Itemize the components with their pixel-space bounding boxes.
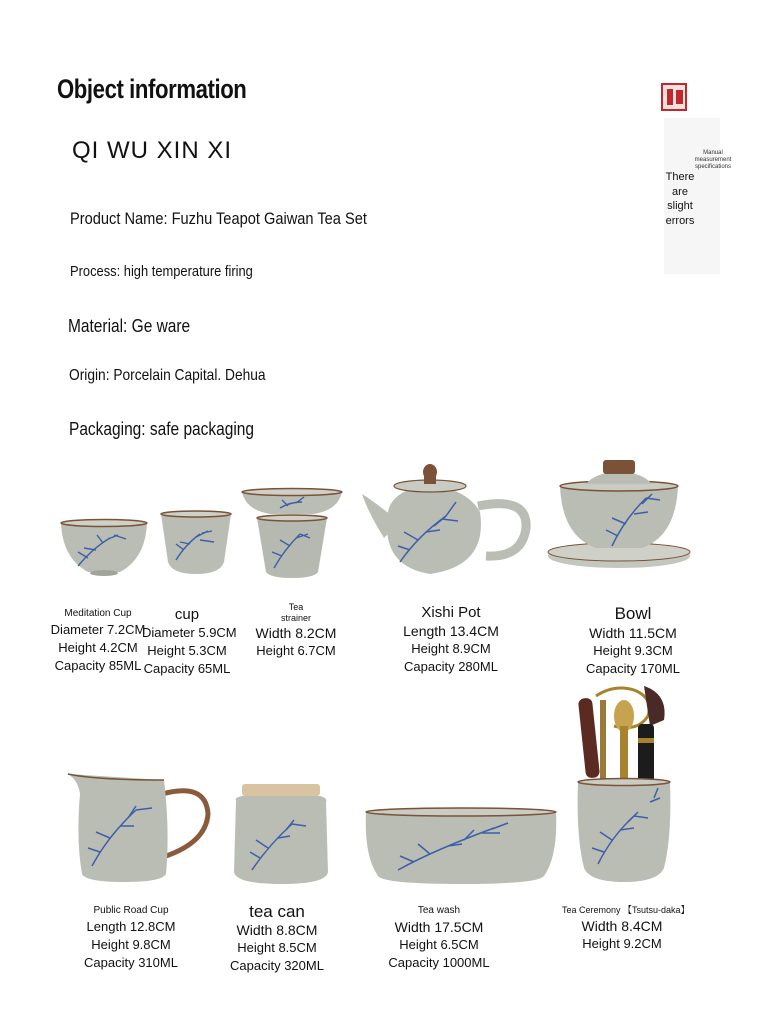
item-spec: Capacity 65ML bbox=[143, 661, 231, 676]
item-tea-ceremony bbox=[562, 903, 690, 953]
item-spec: Height 6.7CM bbox=[256, 643, 336, 658]
meditation-cup-image bbox=[58, 518, 150, 578]
item-spec: Diameter 7.2CM bbox=[50, 622, 146, 637]
material-info: Material: Ge ware bbox=[68, 316, 191, 336]
item-spec: Width 8.4CM bbox=[581, 918, 663, 934]
item-spec: Height 9.3CM bbox=[593, 643, 673, 658]
item-spec: Diameter 5.9CM bbox=[142, 625, 237, 640]
item-spec: Capacity 170ML bbox=[586, 661, 680, 676]
item-spec: Length 13.4CM bbox=[403, 623, 499, 639]
item-spec: Capacity 310ML bbox=[84, 955, 178, 970]
measurement-note-small: Manual measurement specifications bbox=[694, 150, 732, 170]
item-spec: Width 8.8CM bbox=[236, 922, 318, 938]
item-name: cup bbox=[174, 606, 200, 623]
item-spec: Capacity 85ML bbox=[54, 658, 142, 673]
tea-strainer-image bbox=[240, 488, 344, 580]
item-spec: Width 17.5CM bbox=[394, 919, 484, 935]
item-meditation-cup bbox=[48, 607, 148, 675]
item-name: tea can bbox=[249, 902, 305, 921]
item-spec: Width 8.2CM bbox=[255, 625, 337, 641]
page-subtitle: QI WU XIN XI bbox=[72, 137, 233, 164]
item-bowl bbox=[578, 604, 688, 678]
item-spec: Capacity 1000ML bbox=[388, 955, 490, 970]
item-spec: Height 8.5CM bbox=[237, 940, 317, 955]
cup-image bbox=[160, 510, 232, 578]
note-line: are bbox=[672, 185, 688, 198]
item-spec: Height 8.9CM bbox=[411, 641, 491, 656]
item-tea-can bbox=[222, 903, 332, 975]
item-spec: Width 11.5CM bbox=[589, 625, 677, 641]
item-public-road-cup bbox=[76, 904, 186, 972]
note-line: slight bbox=[667, 200, 693, 212]
item-tea-strainer bbox=[246, 602, 346, 660]
packaging-info: Packaging: safe packaging bbox=[69, 419, 255, 439]
page-title: Object information bbox=[57, 74, 247, 104]
public-road-cup-image bbox=[66, 770, 212, 884]
item-spec: Capacity 280ML bbox=[404, 659, 498, 674]
item-tea-wash bbox=[384, 904, 494, 972]
origin-info: Origin: Porcelain Capital. Dehua bbox=[69, 367, 266, 384]
tea-wash-image bbox=[364, 806, 558, 886]
item-name: Xishi Pot bbox=[421, 604, 481, 621]
bowl-image bbox=[546, 458, 692, 576]
item-name: Meditation Cup bbox=[64, 608, 132, 619]
red-seal-stamp-icon bbox=[661, 83, 687, 111]
item-name: Tea bbox=[288, 602, 304, 612]
item-name: strainer bbox=[280, 613, 311, 623]
item-xishi-pot bbox=[396, 604, 506, 676]
item-name: Tea wash bbox=[417, 905, 461, 916]
item-spec: Height 4.2CM bbox=[58, 640, 138, 655]
item-spec: Height 6.5CM bbox=[399, 937, 479, 952]
note-line: There bbox=[665, 171, 695, 183]
item-name: Bowl bbox=[614, 604, 652, 623]
item-cup bbox=[142, 606, 237, 678]
measurement-note bbox=[662, 170, 698, 228]
product-name: Product Name: Fuzhu Teapot Gaiwan Tea Set bbox=[70, 209, 367, 228]
item-spec: Length 12.8CM bbox=[86, 919, 176, 934]
item-name: Public Road Cup bbox=[93, 905, 169, 916]
item-name: Tea Ceremony 【Tsutsu-daka】 bbox=[562, 905, 690, 915]
tea-ceremony-image bbox=[574, 686, 674, 886]
process-info: Process: high temperature firing bbox=[70, 263, 253, 280]
item-spec: Capacity 320ML bbox=[230, 958, 324, 973]
xishi-pot-image bbox=[360, 462, 530, 578]
item-spec: Height 9.2CM bbox=[582, 936, 662, 951]
tea-can-image bbox=[232, 784, 330, 886]
item-spec: Height 9.8CM bbox=[91, 937, 171, 952]
item-spec: Height 5.3CM bbox=[147, 643, 227, 658]
note-line: errors bbox=[665, 214, 695, 227]
